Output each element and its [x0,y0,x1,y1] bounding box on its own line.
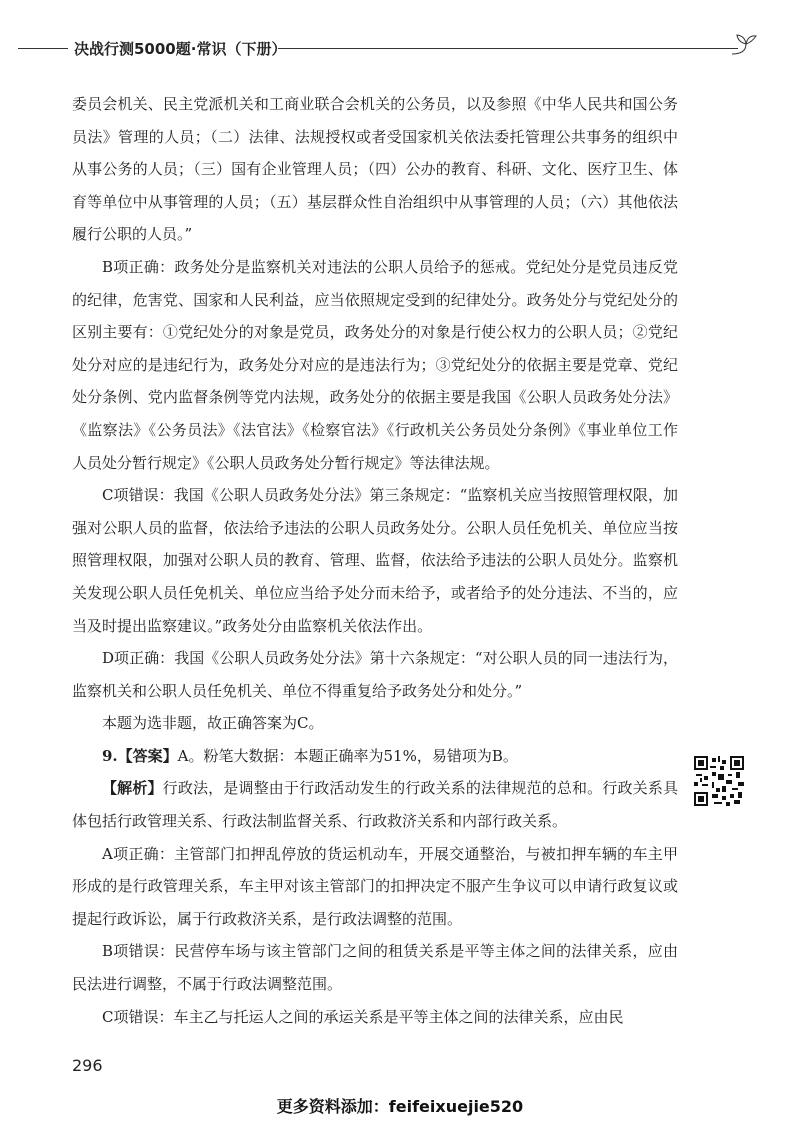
sprout-icon [728,30,762,60]
analysis-text: 行政法，是调整由于行政活动发生的行政关系的法律规范的总和。行政关系具体包括行政管理关系、行政法制监督关系、行政救济关系和内部行政关系。 [72,779,678,831]
paragraph: B项正确：政务处分是监察机关对违法的公职人员给予的惩戒。党纪处分是党员违反党的纪律，危害党、国家和人民利益，应当依照规定受到的纪律处分。政务处分与党纪处分的区别主要有：①党纪处分的对象是党员，政务处分的对象是行使公权力的公职人员；②党纪处分对应的是违纪行为，政务处分对应的是违法行为；③党纪处分的依据主要是党章、党纪处分条例、党内监督条例等党内法规，政务处分的依据主要是我国《公职人员政务处分法》《监察法》《公务员法》《法官法》《检察官法》《行政机关公务员处分条例》《事业单位工作人员处分暂行规定》《公职人员政务处分暂行规定》等法律法规。 [72,257,678,472]
running-header [0,30,800,70]
analysis-label: 【解析】 [102,779,163,798]
header-title: 决战行测5000题·常识（下册） [74,40,287,58]
paragraph: A项正确：主管部门扣押乱停放的货运机动车，开展交通整治，与被扣押车辆的车主甲形成的是行政管理关系，车主甲对该主管部门的扣押决定不服产生争议可以申请行政复议或提起行政诉讼，属于行政救济关系，是行政法调整的范围。 [72,844,678,928]
body-text [72,88,678,1033]
paragraph: 委员会机关、民主党派机关和工商业联合会机关的公务员，以及参照《中华人民共和国公务员法》管理的人员；（二）法律、法规授权或者受国家机关依法委托管理公共事务的组织中从事公务的人员；（三）国有企业管理人员；（四）公办的教育、科研、文化、医疗卫生、体育等单位中从事管理的人员；（五）基层群众性自治组织中从事管理的人员；（六）其他依法履行公职的人员。” [72,95,678,244]
footer-note: 更多资料添加：feifeixuejie520 [276,1097,524,1116]
qr-code-icon[interactable] [694,756,744,806]
analysis-paragraph [72,772,678,837]
paragraph: D项正确：我国《公职人员政务处分法》第十六条规定：“对公职人员的同一违法行为，监察机关和公职人员任免机关、单位不得重复给予政务处分和处分。” [72,649,678,700]
paragraph: 本题为选非题，故正确答案为C。 [102,714,324,733]
header-rule-left [18,48,68,49]
answer-label: 9.【答案】 [102,746,178,765]
paragraph: B项错误：民营停车场与该主管部门之间的租赁关系是平等主体之间的法律关系，应由民法进行调整，不属于行政法调整范围。 [72,942,678,994]
paragraph: C项错误：车主乙与托运人之间的承运关系是平等主体之间的法律关系，应由民 [102,1007,624,1026]
paragraph: C项错误：我国《公职人员政务处分法》第三条规定：“监察机关应当按照管理权限，加强对公职人员的监督，依法给予违法的公职人员政务处分。公职人员任免机关、单位应当按照管理权限，加强对公职人员的教育、管理、监督，依法给予违法的公职人员处分。监察机关发现公职人员任免机关、单位应当给予处分而未给予，或者给予的处分违法、不当的，应当及时提出监察建议。”政务处分由监察机关依法作出。 [72,486,678,635]
header-rule-right [278,48,738,49]
answer-text: A。粉笔大数据：本题正确率为51%，易错项为B。 [177,746,518,765]
page-number: 296 [72,1056,103,1075]
answer-line [72,740,678,773]
